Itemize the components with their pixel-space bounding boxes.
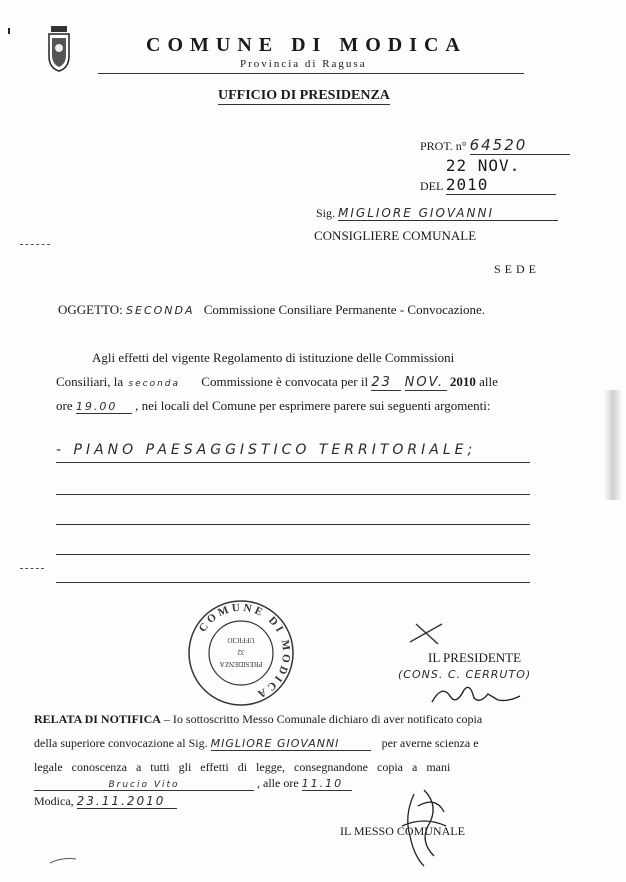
- page-subtitle: Provincia di Ragusa: [240, 58, 367, 70]
- stamp-number: 32: [237, 648, 245, 656]
- date-month-hand: NOV.: [405, 375, 447, 391]
- relata-modica-line: Modica, 23.11.2010: [34, 794, 177, 809]
- date-stamp: 22 NOV. 2010: [446, 156, 556, 195]
- recipient-sede: SEDE: [494, 262, 540, 276]
- office-heading: UFFICIO DI PRESIDENZA: [218, 88, 390, 103]
- subject-label: OGGETTO:: [58, 302, 123, 317]
- coat-of-arms-logo: [46, 26, 72, 72]
- relata-line-4: Brucio Vito , alle ore 11.10: [34, 776, 352, 791]
- recipient-line: [316, 206, 558, 221]
- protocol-label: PROT. n°: [420, 139, 467, 153]
- stamp-outer-text: COMUNE DI MODICA: [196, 601, 293, 702]
- protocol-value: 64520: [470, 136, 570, 155]
- agenda-line: [56, 462, 530, 463]
- commission-hand: seconda: [128, 379, 181, 389]
- protocol-date: [420, 156, 556, 195]
- agenda-line: [56, 582, 530, 583]
- scan-mark: [20, 568, 44, 569]
- relata-line-3: legale conoscenza a tutti gli effetti di legge, consegnandone copia a mani: [34, 760, 451, 774]
- body-line-1: Agli effetti del vigente Regolamento di istituzione delle Commissioni: [92, 350, 455, 365]
- agenda-line: [56, 494, 530, 495]
- relata-title: RELATA DI NOTIFICA: [34, 712, 161, 726]
- scan-mark: [8, 28, 10, 34]
- subject-line: [58, 302, 485, 318]
- president-signature: [428, 682, 538, 713]
- subject-handwritten: SECONDA: [126, 304, 195, 317]
- office-stamp: [186, 598, 296, 708]
- recipient-role: CONSIGLIERE COMUNALE: [314, 228, 477, 243]
- header-rule: [98, 73, 524, 74]
- president-x-mark: [408, 622, 448, 651]
- scan-mark: [20, 244, 50, 245]
- president-label: IL PRESIDENTE: [428, 650, 522, 665]
- scan-mark: [48, 852, 78, 870]
- stamp-inner-1: PRESIDENZA: [219, 660, 263, 668]
- sig-label: Sig.: [316, 206, 336, 220]
- body-line-3: ore 19.00 , nei locali del Comune per esprimere parere sui seguenti argomenti:: [56, 398, 491, 413]
- stamp-inner-2: UFFICIO: [227, 636, 255, 644]
- agenda-item-1: - PIANO PAESAGGISTICO TERRITORIALE;: [56, 442, 477, 458]
- date-day-hand: 23: [371, 375, 401, 391]
- date-label: DEL: [420, 179, 443, 193]
- subject-text: Commissione Consiliare Permanente - Convocazione.: [203, 302, 486, 317]
- recipient-name: MIGLIORE GIOVANNI: [338, 206, 558, 221]
- president-name: (CONS. C. CERRUTO): [398, 668, 532, 681]
- scan-smudge: [604, 390, 622, 500]
- body-line-2: Consiliari, la seconda Commissione è convocata per il 23 NOV. 2010 alle: [56, 374, 498, 390]
- relata-name-hand: MIGLIORE GIOVANNI: [211, 737, 371, 751]
- page-title: COMUNE DI MODICA: [146, 34, 467, 56]
- relata-line-1: RELATA DI NOTIFICA – Io sottoscritto Messo Comunale dichiaro di aver notificato copia: [34, 712, 483, 726]
- relata-ore-hand: 11.10: [302, 777, 352, 791]
- relata-mani-hand: Brucio Vito: [34, 780, 254, 791]
- relata-date-hand: 23.11.2010: [77, 794, 177, 809]
- time-hand: 19.00: [76, 400, 132, 414]
- agenda-line: [56, 554, 530, 555]
- relata-line-2: della superiore convocazione al Sig. MIGLIORE GIOVANNI per averne scienza e: [34, 736, 479, 750]
- agenda-line: [56, 524, 530, 525]
- protocol-number: [420, 136, 570, 155]
- messo-label: IL MESSO COMUNALE: [340, 824, 465, 838]
